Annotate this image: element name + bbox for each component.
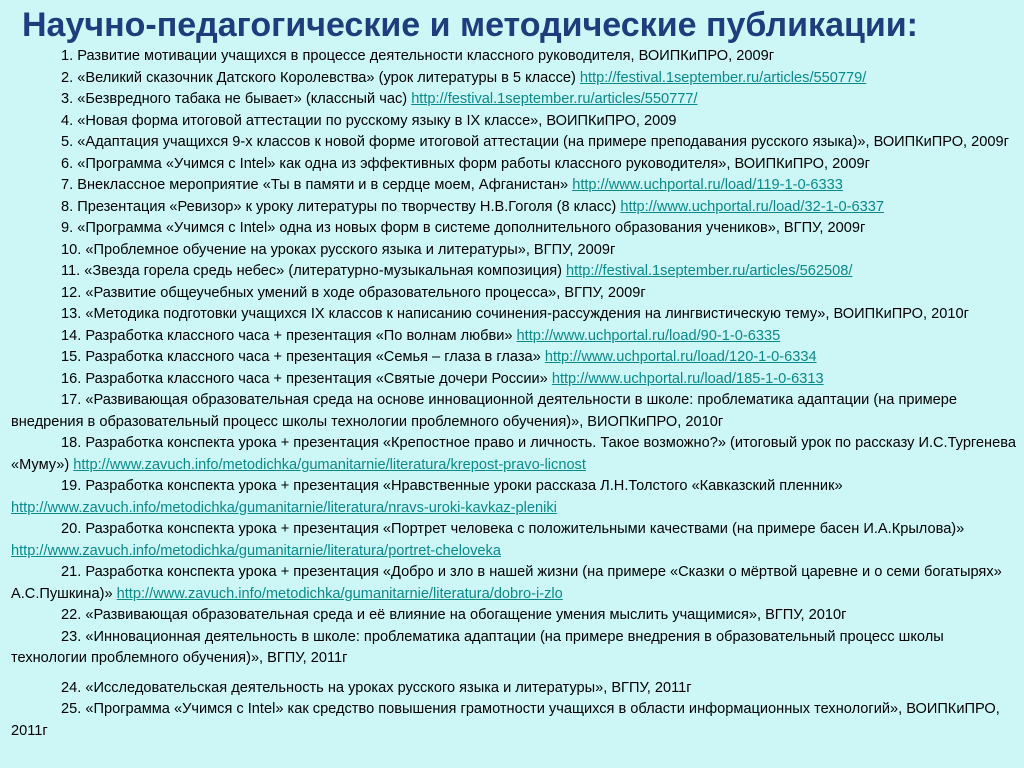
item-link[interactable]: http://www.uchportal.ru/load/120-1-0-6334 — [544, 349, 817, 365]
item-link[interactable]: http://www.zavuch.info/metodichka/gumanitarnie/literatura/krepost-pravo-licnost — [73, 456, 586, 473]
item-text: 6. «Программа «Учимся с Intel» как одна из эффективных форм работы классного руководителя», ВОИПКиПРО, 2009г — [61, 155, 870, 172]
item-text: 20. Разработка конспекта урока + презентация «Портрет человека с положительными качествами (на примере басен И.А.Крылова)» — [61, 521, 965, 537]
item-link[interactable]: http://www.uchportal.ru/load/32-1-0-6337 — [620, 198, 884, 215]
list-item — [11, 519, 1016, 562]
item-text: 16. Разработка классного часа + презентация «Святые дочери России» — [61, 370, 552, 387]
item-text: 9. «Программа «Учимся с Intel» одна из новых форм в системе дополнительного образования учеников», ВГПУ, 2009г — [61, 220, 866, 236]
list-item — [11, 562, 1016, 605]
list-item — [11, 326, 1016, 348]
item-text: 22. «Развивающая образовательная среда и её влияние на обогащение умения мыслить учащимися», ВГПУ, 2010г — [61, 607, 847, 623]
list-item — [11, 46, 1016, 68]
list-item — [11, 369, 1016, 391]
item-text: 4. «Новая форма итоговой аттестации по русскому языку в IX классе», ВОИПКиПРО, 2009 — [61, 112, 677, 129]
item-link[interactable]: http://www.zavuch.info/metodichka/gumanitarnie/literatura/portret-cheloveka — [11, 542, 501, 559]
item-link[interactable]: http://festival.1september.ru/articles/550777/ — [411, 91, 698, 107]
item-text: 14. Разработка классного часа + презентация «По волнам любви» — [61, 327, 517, 344]
item-text: 5. «Адаптация учащихся 9-х классов к новой форме итоговой аттестации (на примере преподавания русского языка)», ВОИПКиПРО, 2009г — [61, 134, 1009, 150]
list-item — [11, 197, 1016, 219]
list-item — [11, 283, 1016, 305]
publication-list — [11, 46, 1016, 742]
list-item — [11, 678, 1016, 700]
list-item — [11, 433, 1016, 476]
list-item — [11, 175, 1016, 197]
list-item — [11, 111, 1016, 133]
item-link[interactable]: http://festival.1september.ru/articles/550779/ — [579, 69, 867, 86]
item-text: 3. «Безвредного табака не бывает» (классный час) — [61, 91, 412, 107]
page-title: Научно-педагогические и методические публикации: — [22, 6, 919, 44]
item-text: 13. «Методика подготовки учащихся IX классов к написанию сочинения-рассуждения на лингвистическую тему», ВОИПКиПРО, 2010г — [61, 306, 969, 322]
item-text: 8. Презентация «Ревизор» к уроку литературы по творчеству Н.В.Гоголя (8 класс) — [61, 198, 621, 215]
list-item — [11, 261, 1016, 283]
list-item — [11, 390, 1016, 433]
item-link[interactable]: http://www.uchportal.ru/load/90-1-0-6335 — [516, 327, 781, 344]
item-text: 2. «Великий сказочник Датского Королевства» (урок литературы в 5 классе) — [61, 69, 580, 86]
item-link[interactable]: http://www.uchportal.ru/load/185-1-0-6313 — [551, 370, 824, 387]
list-item — [11, 605, 1016, 627]
list-item — [11, 304, 1016, 326]
item-text: 10. «Проблемное обучение на уроках русского языка и литературы», ВГПУ, 2009г — [61, 241, 616, 258]
list-item — [11, 154, 1016, 176]
item-text: 11. «Звезда горела средь небес» (литературно-музыкальная композиция) — [61, 263, 567, 279]
item-text: 24. «Исследовательская деятельность на уроках русского языка и литературы», ВГПУ, 2011г — [61, 679, 692, 696]
list-item — [11, 240, 1016, 262]
item-link[interactable]: http://www.uchportal.ru/load/119-1-0-6333 — [572, 177, 843, 193]
item-text: 21. Разработка конспекта урока + презентация «Добро и зло в нашей жизни (на примере «Сказки о мёртвой царевне и о семи богатырях» А.С.Пушкина)» — [11, 564, 1002, 602]
item-text: 19. Разработка конспекта урока + презентация «Нравственные уроки рассказа Л.Н.Толстого «Кавказский пленник» — [61, 478, 843, 494]
list-item — [11, 68, 1016, 90]
item-link[interactable]: http://festival.1september.ru/articles/562508/ — [566, 263, 853, 279]
list-item — [11, 476, 1016, 519]
list-item — [11, 89, 1016, 111]
list-item — [11, 627, 1016, 670]
item-link[interactable]: http://www.zavuch.info/metodichka/gumanitarnie/literatura/dobro-i-zlo — [116, 585, 563, 602]
list-item — [11, 132, 1016, 154]
item-text: 25. «Программа «Учимся с Intel» как средство повышения грамотности учащихся в области информационных технологий», ВОИПКиПРО, 2011г — [11, 701, 1000, 739]
item-text: 17. «Развивающая образовательная среда на основе инновационной деятельности в школе: проблематика адаптации (на примере внедрения в образовательный процесс школы технологии проблемного обучения)», ВИОПКиПРО, 2010г — [11, 392, 958, 430]
item-text: 12. «Развитие общеучебных умений в ходе образовательного процесса», ВГПУ, 2009г — [61, 284, 646, 301]
item-text: 18. Разработка конспекта урока + презентация «Крепостное право и личность. Такое возможно?» (итоговый урок по рассказу И.С.Тургенева «Муму») — [11, 435, 1016, 473]
item-text: 7. Внеклассное мероприятие «Ты в памяти и в сердце моем, Афганистан» — [61, 177, 573, 193]
item-text: 1. Развитие мотивации учащихся в процессе деятельности классного руководителя, ВОИПКиПРО, 2009г — [61, 48, 775, 64]
list-item — [11, 218, 1016, 240]
list-item — [11, 699, 1016, 742]
item-text: 15. Разработка классного часа + презентация «Семья – глаза в глаза» — [61, 349, 545, 365]
item-text: 23. «Инновационная деятельность в школе: проблематика адаптации (на примере внедрения в образовательный процесс школы технологии проблемного обучения)», ВГПУ, 2011г — [11, 628, 944, 666]
list-item — [11, 347, 1016, 369]
item-link[interactable]: http://www.zavuch.info/metodichka/gumanitarnie/literatura/nravs-uroki-kavkaz-pleniki — [11, 499, 557, 516]
